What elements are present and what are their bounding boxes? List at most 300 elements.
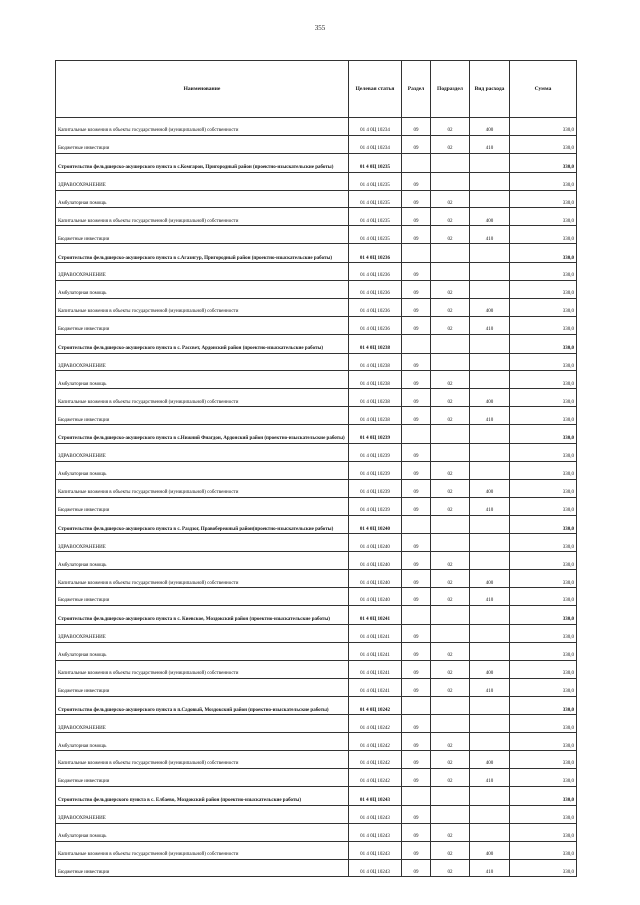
cell-section: 09: [402, 389, 431, 407]
cell-sum: 330,0: [510, 353, 577, 371]
cell-target: 01 4 0Ц 10243: [349, 841, 402, 859]
cell-name: Капитальные вложения в объекты государственной (муниципальной) собственности: [56, 208, 349, 226]
cell-subsection: 02: [431, 678, 470, 696]
cell-kind: [470, 534, 510, 552]
cell-sum: 330,0: [510, 190, 577, 208]
cell-target: 01 4 0Ц 10242: [349, 751, 402, 769]
cell-subsection: 02: [431, 588, 470, 606]
cell-name: ЗДРАВООХРАНЕНИЕ: [56, 353, 349, 371]
cell-subsection: [431, 696, 470, 715]
cell-section: 09: [402, 678, 431, 696]
cell-name: Строительство фельдшерско-акушерского пункта в с.Нижний Фиагдон, Ардонский район (проектно-изыскательские работы): [56, 425, 349, 444]
header-name: Наименование: [56, 61, 349, 118]
cell-name: ЗДРАВООХРАНЕНИЕ: [56, 263, 349, 281]
cell-kind: [470, 153, 510, 172]
table-row: [56, 461, 577, 479]
cell-sum: 330,0: [510, 624, 577, 642]
cell-kind: 410: [470, 407, 510, 425]
cell-kind: [470, 444, 510, 462]
table-row: [56, 316, 577, 334]
table-body: [56, 118, 577, 877]
cell-target: 01 4 0Ц 10236: [349, 263, 402, 281]
cell-kind: [470, 642, 510, 660]
cell-name: Капитальные вложения в объекты государственной (муниципальной) собственности: [56, 660, 349, 678]
cell-target: 01 4 0Ц 10235: [349, 153, 402, 172]
cell-target: 01 4 0Ц 10236: [349, 244, 402, 263]
cell-kind: [470, 733, 510, 751]
cell-target: 01 4 0Ц 10240: [349, 515, 402, 534]
cell-section: 09: [402, 823, 431, 841]
cell-target: 01 4 0Ц 10242: [349, 696, 402, 715]
cell-kind: [470, 244, 510, 263]
cell-subsection: 02: [431, 281, 470, 299]
table-row: [56, 135, 577, 153]
cell-sum: 330,0: [510, 769, 577, 787]
cell-name: Капитальные вложения в объекты государственной (муниципальной) собственности: [56, 389, 349, 407]
cell-kind: [470, 425, 510, 444]
cell-name: Бюджетные инвестиции: [56, 226, 349, 244]
table-row-project: [56, 153, 577, 172]
cell-name: Строительство фельдшерско-акушерского пункта в с. Рассвет, Ардонский район (проектно-изыскательские работы): [56, 334, 349, 353]
cell-sum: 330,0: [510, 642, 577, 660]
header-kind: Вид расхода: [470, 61, 510, 118]
cell-section: 09: [402, 263, 431, 281]
header-section: Раздел: [402, 61, 431, 118]
table-row: [56, 208, 577, 226]
cell-target: 01 4 0Ц 10236: [349, 281, 402, 299]
cell-sum: 330,0: [510, 461, 577, 479]
cell-target: 01 4 0Ц 10240: [349, 588, 402, 606]
table-row: [56, 444, 577, 462]
cell-target: 01 4 0Ц 10234: [349, 118, 402, 136]
cell-target: 01 4 0Ц 10236: [349, 316, 402, 334]
cell-subsection: 02: [431, 226, 470, 244]
cell-kind: 400: [470, 570, 510, 588]
cell-section: 09: [402, 751, 431, 769]
cell-subsection: 02: [431, 135, 470, 153]
cell-target: 01 4 0Ц 10243: [349, 859, 402, 877]
cell-target: 01 4 0Ц 10240: [349, 534, 402, 552]
table-row: [56, 172, 577, 190]
header-target: Целевая статья: [349, 61, 402, 118]
cell-section: [402, 606, 431, 625]
cell-target: 01 4 0Ц 10240: [349, 570, 402, 588]
table-row: [56, 733, 577, 751]
cell-subsection: 02: [431, 642, 470, 660]
table-row: [56, 263, 577, 281]
table-row: [56, 805, 577, 823]
cell-subsection: 02: [431, 298, 470, 316]
cell-target: 01 4 0Ц 10241: [349, 660, 402, 678]
cell-kind: 400: [470, 660, 510, 678]
cell-kind: [470, 353, 510, 371]
cell-kind: 400: [470, 389, 510, 407]
cell-target: 01 4 0Ц 10242: [349, 715, 402, 733]
cell-subsection: 02: [431, 552, 470, 570]
cell-target: 01 4 0Ц 10235: [349, 190, 402, 208]
cell-sum: 330,0: [510, 208, 577, 226]
cell-subsection: [431, 444, 470, 462]
cell-kind: 400: [470, 751, 510, 769]
table-row-project: [56, 515, 577, 534]
cell-sum: 330,0: [510, 805, 577, 823]
cell-subsection: [431, 353, 470, 371]
cell-kind: 410: [470, 588, 510, 606]
cell-section: [402, 153, 431, 172]
cell-section: 09: [402, 316, 431, 334]
table-row: [56, 570, 577, 588]
cell-subsection: [431, 172, 470, 190]
cell-subsection: 02: [431, 660, 470, 678]
cell-section: 09: [402, 715, 431, 733]
cell-sum: 330,0: [510, 841, 577, 859]
table-row: [56, 298, 577, 316]
cell-sum: 330,0: [510, 859, 577, 877]
cell-name: ЗДРАВООХРАНЕНИЕ: [56, 805, 349, 823]
cell-sum: 330,0: [510, 552, 577, 570]
cell-subsection: 02: [431, 118, 470, 136]
cell-subsection: [431, 606, 470, 625]
table-row: [56, 389, 577, 407]
cell-subsection: 02: [431, 407, 470, 425]
cell-section: [402, 786, 431, 805]
table-row-project: [56, 334, 577, 353]
cell-subsection: [431, 334, 470, 353]
cell-kind: [470, 515, 510, 534]
table-header-row: [56, 61, 577, 118]
cell-sum: 330,0: [510, 823, 577, 841]
cell-subsection: 02: [431, 316, 470, 334]
cell-name: Амбулаторная помощь: [56, 823, 349, 841]
cell-name: Амбулаторная помощь: [56, 461, 349, 479]
cell-target: 01 4 0Ц 10238: [349, 407, 402, 425]
cell-section: 09: [402, 588, 431, 606]
cell-target: 01 4 0Ц 10238: [349, 389, 402, 407]
cell-name: Капитальные вложения в объекты государственной (муниципальной) собственности: [56, 298, 349, 316]
cell-subsection: [431, 515, 470, 534]
cell-subsection: [431, 786, 470, 805]
cell-section: 09: [402, 190, 431, 208]
cell-sum: 330,0: [510, 678, 577, 696]
cell-subsection: 02: [431, 733, 470, 751]
cell-name: Капитальные вложения в объекты государственной (муниципальной) собственности: [56, 751, 349, 769]
cell-section: 09: [402, 534, 431, 552]
cell-subsection: [431, 805, 470, 823]
cell-target: 01 4 0Ц 10235: [349, 208, 402, 226]
cell-sum: 330,0: [510, 479, 577, 497]
cell-name: ЗДРАВООХРАНЕНИЕ: [56, 172, 349, 190]
cell-name: Бюджетные инвестиции: [56, 769, 349, 787]
cell-target: 01 4 0Ц 10242: [349, 733, 402, 751]
table-row-project: [56, 244, 577, 263]
cell-sum: 330,0: [510, 696, 577, 715]
cell-section: [402, 515, 431, 534]
cell-sum: 330,0: [510, 316, 577, 334]
cell-sum: 330,0: [510, 786, 577, 805]
cell-sum: 330,0: [510, 570, 577, 588]
cell-kind: 400: [470, 208, 510, 226]
cell-kind: [470, 334, 510, 353]
cell-section: [402, 425, 431, 444]
cell-section: [402, 696, 431, 715]
cell-subsection: 02: [431, 190, 470, 208]
cell-name: Строительство фельдшерско-акушерского пункта в с. Раздзог, Правобережный район(проектно-изыскательские работы): [56, 515, 349, 534]
cell-sum: 330,0: [510, 660, 577, 678]
cell-sum: 330,0: [510, 153, 577, 172]
cell-section: 09: [402, 172, 431, 190]
cell-target: 01 4 0Ц 10239: [349, 479, 402, 497]
cell-section: 09: [402, 660, 431, 678]
cell-subsection: [431, 624, 470, 642]
cell-sum: 330,0: [510, 515, 577, 534]
table-row: [56, 642, 577, 660]
cell-sum: 330,0: [510, 497, 577, 515]
cell-target: 01 4 0Ц 10235: [349, 226, 402, 244]
header-subsection: Подраздел: [431, 61, 470, 118]
cell-section: 09: [402, 570, 431, 588]
cell-target: 01 4 0Ц 10241: [349, 642, 402, 660]
cell-section: 09: [402, 226, 431, 244]
cell-kind: 400: [470, 479, 510, 497]
cell-name: ЗДРАВООХРАНЕНИЕ: [56, 715, 349, 733]
cell-name: ЗДРАВООХРАНЕНИЕ: [56, 534, 349, 552]
cell-kind: [470, 263, 510, 281]
cell-name: Бюджетные инвестиции: [56, 316, 349, 334]
table-row: [56, 479, 577, 497]
cell-kind: 400: [470, 118, 510, 136]
cell-sum: 330,0: [510, 606, 577, 625]
table-row-project: [56, 786, 577, 805]
cell-sum: 330,0: [510, 172, 577, 190]
table-row: [56, 841, 577, 859]
cell-kind: 410: [470, 769, 510, 787]
cell-section: [402, 334, 431, 353]
cell-kind: [470, 606, 510, 625]
cell-subsection: [431, 715, 470, 733]
cell-target: 01 4 0Ц 10239: [349, 497, 402, 515]
cell-section: 09: [402, 769, 431, 787]
cell-sum: 330,0: [510, 588, 577, 606]
cell-name: Амбулаторная помощь: [56, 642, 349, 660]
cell-subsection: 02: [431, 769, 470, 787]
cell-sum: 330,0: [510, 371, 577, 389]
cell-sum: 330,0: [510, 425, 577, 444]
cell-name: ЗДРАВООХРАНЕНИЕ: [56, 444, 349, 462]
cell-subsection: [431, 534, 470, 552]
cell-kind: 400: [470, 841, 510, 859]
cell-target: 01 4 0Ц 10241: [349, 624, 402, 642]
cell-section: 09: [402, 552, 431, 570]
cell-target: 01 4 0Ц 10243: [349, 823, 402, 841]
cell-section: 09: [402, 733, 431, 751]
cell-name: Бюджетные инвестиции: [56, 135, 349, 153]
cell-section: 09: [402, 859, 431, 877]
table-row: [56, 118, 577, 136]
cell-kind: [470, 823, 510, 841]
cell-subsection: 02: [431, 751, 470, 769]
cell-kind: 410: [470, 135, 510, 153]
cell-name: Бюджетные инвестиции: [56, 407, 349, 425]
cell-sum: 330,0: [510, 118, 577, 136]
cell-kind: 410: [470, 497, 510, 515]
cell-sum: 330,0: [510, 263, 577, 281]
cell-target: 01 4 0Ц 10238: [349, 334, 402, 353]
cell-target: 01 4 0Ц 10243: [349, 805, 402, 823]
cell-name: Капитальные вложения в объекты государственной (муниципальной) собственности: [56, 570, 349, 588]
table-row: [56, 660, 577, 678]
cell-sum: 330,0: [510, 715, 577, 733]
table-row: [56, 534, 577, 552]
cell-kind: 400: [470, 298, 510, 316]
cell-kind: [470, 552, 510, 570]
cell-section: 09: [402, 281, 431, 299]
cell-target: 01 4 0Ц 10240: [349, 552, 402, 570]
table-row: [56, 226, 577, 244]
header-sum: Сумма: [510, 61, 577, 118]
cell-subsection: 02: [431, 497, 470, 515]
cell-target: 01 4 0Ц 10235: [349, 172, 402, 190]
cell-name: Строительство фельдшерско-акушерского пункта в с. Киевское, Моздокский район (проектно-изыскательские работы): [56, 606, 349, 625]
table-row: [56, 751, 577, 769]
cell-sum: 330,0: [510, 389, 577, 407]
cell-sum: 330,0: [510, 534, 577, 552]
cell-section: 09: [402, 461, 431, 479]
cell-section: 09: [402, 208, 431, 226]
table-row: [56, 190, 577, 208]
table-row: [56, 371, 577, 389]
table-row: [56, 823, 577, 841]
page-number: 355: [314, 24, 326, 32]
cell-sum: 330,0: [510, 281, 577, 299]
table-row: [56, 588, 577, 606]
cell-kind: [470, 715, 510, 733]
cell-section: 09: [402, 118, 431, 136]
cell-section: 09: [402, 407, 431, 425]
table-row: [56, 497, 577, 515]
cell-section: 09: [402, 497, 431, 515]
table-row-project: [56, 696, 577, 715]
cell-sum: 330,0: [510, 298, 577, 316]
cell-subsection: [431, 425, 470, 444]
cell-target: 01 4 0Ц 10243: [349, 786, 402, 805]
cell-name: Амбулаторная помощь: [56, 281, 349, 299]
cell-section: 09: [402, 298, 431, 316]
cell-target: 01 4 0Ц 10241: [349, 606, 402, 625]
table-row: [56, 624, 577, 642]
cell-sum: 330,0: [510, 334, 577, 353]
cell-target: 01 4 0Ц 10239: [349, 444, 402, 462]
cell-target: 01 4 0Ц 10236: [349, 298, 402, 316]
cell-name: Амбулаторная помощь: [56, 733, 349, 751]
table-row: [56, 281, 577, 299]
cell-subsection: [431, 244, 470, 263]
cell-kind: [470, 805, 510, 823]
cell-sum: 330,0: [510, 244, 577, 263]
table-row: [56, 353, 577, 371]
cell-name: Бюджетные инвестиции: [56, 588, 349, 606]
cell-name: Строительство фельдшерско-акушерского пункта в п.Садовый, Моздокский район (проектно-изыскательские работы): [56, 696, 349, 715]
table-row: [56, 407, 577, 425]
table-row-project: [56, 606, 577, 625]
cell-target: 01 4 0Ц 10234: [349, 135, 402, 153]
cell-name: Бюджетные инвестиции: [56, 859, 349, 877]
cell-sum: 330,0: [510, 407, 577, 425]
table-row: [56, 859, 577, 877]
cell-kind: [470, 281, 510, 299]
cell-name: Капитальные вложения в объекты государственной (муниципальной) собственности: [56, 118, 349, 136]
cell-target: 01 4 0Ц 10239: [349, 425, 402, 444]
cell-kind: [470, 696, 510, 715]
cell-kind: 410: [470, 226, 510, 244]
cell-section: 09: [402, 805, 431, 823]
cell-section: 09: [402, 624, 431, 642]
cell-subsection: 02: [431, 570, 470, 588]
cell-name: Бюджетные инвестиции: [56, 678, 349, 696]
cell-name: Бюджетные инвестиции: [56, 497, 349, 515]
cell-name: Капитальные вложения в объекты государственной (муниципальной) собственности: [56, 841, 349, 859]
budget-table: [55, 60, 577, 877]
cell-subsection: 02: [431, 823, 470, 841]
table-row: [56, 552, 577, 570]
cell-name: Амбулаторная помощь: [56, 552, 349, 570]
cell-target: 01 4 0Ц 10238: [349, 371, 402, 389]
cell-kind: [470, 624, 510, 642]
cell-target: 01 4 0Ц 10241: [349, 678, 402, 696]
cell-kind: [470, 371, 510, 389]
cell-name: Строительство фельдшерско-акушерского пункта в с.Комгарон, Пригородный район (проектно-изыскательские работы): [56, 153, 349, 172]
cell-subsection: [431, 153, 470, 172]
cell-name: Амбулаторная помощь: [56, 190, 349, 208]
table-row: [56, 769, 577, 787]
cell-subsection: 02: [431, 389, 470, 407]
cell-kind: 410: [470, 678, 510, 696]
cell-section: [402, 244, 431, 263]
cell-section: 09: [402, 841, 431, 859]
cell-subsection: 02: [431, 841, 470, 859]
cell-sum: 330,0: [510, 135, 577, 153]
table-row: [56, 715, 577, 733]
cell-sum: 330,0: [510, 751, 577, 769]
cell-name: ЗДРАВООХРАНЕНИЕ: [56, 624, 349, 642]
cell-sum: 330,0: [510, 444, 577, 462]
cell-section: 09: [402, 371, 431, 389]
cell-subsection: 02: [431, 859, 470, 877]
cell-name: Строительство фельдшерского пункта в с. Елбаево, Моздокский район (проектно-изыскательские работы): [56, 786, 349, 805]
cell-subsection: 02: [431, 461, 470, 479]
cell-kind: 410: [470, 859, 510, 877]
cell-target: 01 4 0Ц 10238: [349, 353, 402, 371]
cell-subsection: 02: [431, 479, 470, 497]
table-row-project: [56, 425, 577, 444]
cell-target: 01 4 0Ц 10239: [349, 461, 402, 479]
cell-subsection: [431, 263, 470, 281]
cell-kind: [470, 190, 510, 208]
cell-sum: 330,0: [510, 733, 577, 751]
cell-target: 01 4 0Ц 10242: [349, 769, 402, 787]
cell-name: Строительство фельдшерско-акушерского пункта в с.Агазнгур, Пригородный район (проектно-изыскательские работы): [56, 244, 349, 263]
cell-section: 09: [402, 444, 431, 462]
cell-subsection: 02: [431, 208, 470, 226]
cell-subsection: 02: [431, 371, 470, 389]
cell-section: 09: [402, 642, 431, 660]
cell-section: 09: [402, 353, 431, 371]
cell-section: 09: [402, 479, 431, 497]
cell-section: 09: [402, 135, 431, 153]
cell-sum: 330,0: [510, 226, 577, 244]
cell-name: Амбулаторная помощь: [56, 371, 349, 389]
cell-kind: [470, 172, 510, 190]
cell-kind: 410: [470, 316, 510, 334]
